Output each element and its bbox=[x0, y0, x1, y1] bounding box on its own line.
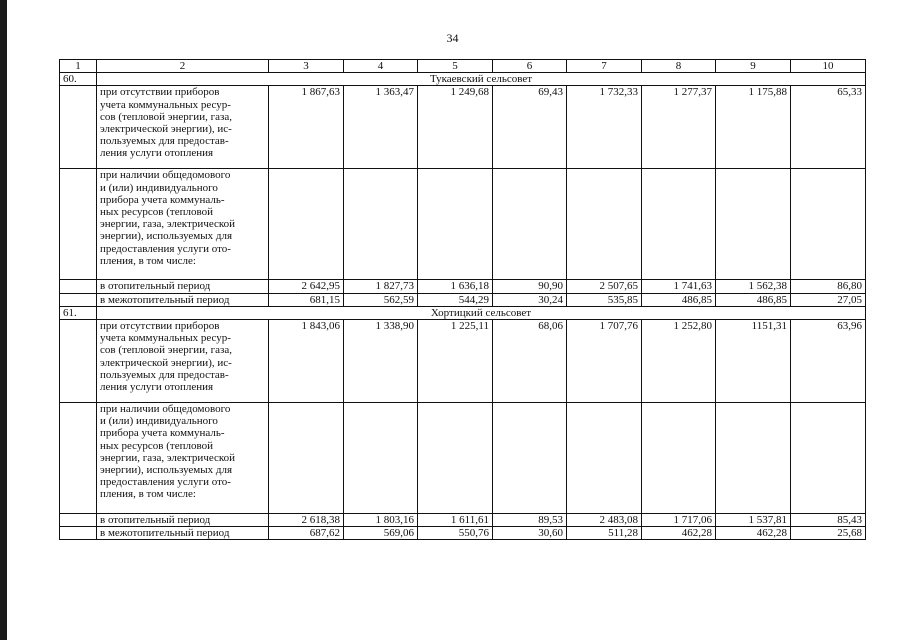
value-cell: 65,33 bbox=[791, 86, 866, 169]
value-cell: 562,59 bbox=[344, 293, 418, 306]
value-cell bbox=[642, 169, 716, 280]
value-cell bbox=[493, 403, 567, 514]
value-cell bbox=[642, 403, 716, 514]
row-number-cell bbox=[60, 86, 97, 169]
row-number-cell bbox=[60, 403, 97, 514]
row-number-cell bbox=[60, 169, 97, 280]
header-cell: 8 bbox=[642, 60, 716, 73]
value-cell: 69,43 bbox=[493, 86, 567, 169]
row-label: при отсутствии приборов учета коммунальных ресур- сов (тепловой энергии, газа, электрической энергии), ис- пользуемых для предостав- ления услуги отопления bbox=[97, 320, 269, 403]
value-cell: 30,60 bbox=[493, 527, 567, 540]
row-interheating-period bbox=[60, 293, 866, 306]
value-cell: 1 636,18 bbox=[418, 280, 493, 293]
value-cell bbox=[418, 169, 493, 280]
value-cell bbox=[716, 169, 791, 280]
value-cell: 1 867,63 bbox=[269, 86, 344, 169]
value-cell bbox=[716, 403, 791, 514]
value-cell: 486,85 bbox=[642, 293, 716, 306]
row-number-cell bbox=[60, 280, 97, 293]
value-cell: 1 707,76 bbox=[567, 320, 642, 403]
value-cell bbox=[567, 169, 642, 280]
value-cell: 1 277,37 bbox=[642, 86, 716, 169]
value-cell: 462,28 bbox=[642, 527, 716, 540]
value-cell: 1 252,80 bbox=[642, 320, 716, 403]
value-cell: 2 642,95 bbox=[269, 280, 344, 293]
row-no-meter bbox=[60, 320, 866, 403]
value-cell: 63,96 bbox=[791, 320, 866, 403]
value-cell: 2 507,65 bbox=[567, 280, 642, 293]
value-cell: 90,90 bbox=[493, 280, 567, 293]
value-cell bbox=[269, 403, 344, 514]
section-row bbox=[60, 306, 866, 319]
value-cell: 1 827,73 bbox=[344, 280, 418, 293]
binding-edge bbox=[0, 0, 7, 640]
header-cell: 3 bbox=[269, 60, 344, 73]
value-cell: 550,76 bbox=[418, 527, 493, 540]
value-cell: 1 741,63 bbox=[642, 280, 716, 293]
page-number: 34 bbox=[446, 31, 459, 45]
tariff-table bbox=[59, 59, 866, 540]
value-cell: 2 618,38 bbox=[269, 514, 344, 527]
value-cell: 544,29 bbox=[418, 293, 493, 306]
value-cell bbox=[567, 403, 642, 514]
section-number: 60. bbox=[60, 73, 97, 86]
value-cell: 89,53 bbox=[493, 514, 567, 527]
value-cell bbox=[344, 169, 418, 280]
value-cell: 27,05 bbox=[791, 293, 866, 306]
value-cell: 1 225,11 bbox=[418, 320, 493, 403]
section-title: Хортицкий сельсовет bbox=[97, 306, 866, 319]
value-cell: 85,43 bbox=[791, 514, 866, 527]
value-cell: 2 483,08 bbox=[567, 514, 642, 527]
value-cell: 1 537,81 bbox=[716, 514, 791, 527]
section-row bbox=[60, 73, 866, 86]
header-cell: 4 bbox=[344, 60, 418, 73]
value-cell bbox=[418, 403, 493, 514]
value-cell: 1151,31 bbox=[716, 320, 791, 403]
header-row bbox=[60, 60, 866, 73]
row-with-meter bbox=[60, 403, 866, 514]
value-cell: 1 611,61 bbox=[418, 514, 493, 527]
row-label: в отопительный период bbox=[97, 514, 269, 527]
section-number: 61. bbox=[60, 306, 97, 319]
value-cell bbox=[269, 169, 344, 280]
section-title: Тукаевский сельсовет bbox=[97, 73, 866, 86]
header-cell: 2 bbox=[97, 60, 269, 73]
row-label: в межотопительный период bbox=[97, 527, 269, 540]
value-cell: 687,62 bbox=[269, 527, 344, 540]
value-cell bbox=[344, 403, 418, 514]
value-cell: 1 803,16 bbox=[344, 514, 418, 527]
value-cell: 68,06 bbox=[493, 320, 567, 403]
value-cell: 1 249,68 bbox=[418, 86, 493, 169]
value-cell: 1 843,06 bbox=[269, 320, 344, 403]
value-cell: 30,24 bbox=[493, 293, 567, 306]
value-cell: 25,68 bbox=[791, 527, 866, 540]
value-cell: 1 717,06 bbox=[642, 514, 716, 527]
header-cell: 6 bbox=[493, 60, 567, 73]
header-cell: 1 bbox=[60, 60, 97, 73]
value-cell: 1 338,90 bbox=[344, 320, 418, 403]
value-cell bbox=[791, 169, 866, 280]
table-body bbox=[60, 60, 866, 540]
header-cell: 7 bbox=[567, 60, 642, 73]
row-number-cell bbox=[60, 320, 97, 403]
row-number-cell bbox=[60, 293, 97, 306]
value-cell bbox=[791, 403, 866, 514]
row-label: при отсутствии приборов учета коммунальных ресур- сов (тепловой энергии, газа, электрической энергии), ис- пользуемых для предостав- ления услуги отопления bbox=[97, 86, 269, 169]
row-with-meter bbox=[60, 169, 866, 280]
row-label: в межотопительный период bbox=[97, 293, 269, 306]
value-cell: 681,15 bbox=[269, 293, 344, 306]
header-cell: 10 bbox=[791, 60, 866, 73]
value-cell: 1 363,47 bbox=[344, 86, 418, 169]
value-cell: 511,28 bbox=[567, 527, 642, 540]
value-cell bbox=[493, 169, 567, 280]
value-cell: 486,85 bbox=[716, 293, 791, 306]
row-heating-period bbox=[60, 280, 866, 293]
header-cell: 5 bbox=[418, 60, 493, 73]
row-number-cell bbox=[60, 514, 97, 527]
value-cell: 1 732,33 bbox=[567, 86, 642, 169]
row-heating-period bbox=[60, 514, 866, 527]
row-interheating-period bbox=[60, 527, 866, 540]
row-no-meter bbox=[60, 86, 866, 169]
row-label: при наличии общедомового и (или) индивидуального прибора учета коммуналь- ных ресурсов (тепловой энергии, газа, электрической энергии), используемых для предоставления услуги ото- пления, в том числе: bbox=[97, 169, 269, 280]
row-label: при наличии общедомового и (или) индивидуального прибора учета коммуналь- ных ресурсов (тепловой энергии, газа, электрической энергии), используемых для предоставления услуги ото- пления, в том числе: bbox=[97, 403, 269, 514]
value-cell: 1 562,38 bbox=[716, 280, 791, 293]
header-cell: 9 bbox=[716, 60, 791, 73]
value-cell: 462,28 bbox=[716, 527, 791, 540]
value-cell: 535,85 bbox=[567, 293, 642, 306]
row-number-cell bbox=[60, 527, 97, 540]
row-label: в отопительный период bbox=[97, 280, 269, 293]
value-cell: 569,06 bbox=[344, 527, 418, 540]
value-cell: 86,80 bbox=[791, 280, 866, 293]
value-cell: 1 175,88 bbox=[716, 86, 791, 169]
